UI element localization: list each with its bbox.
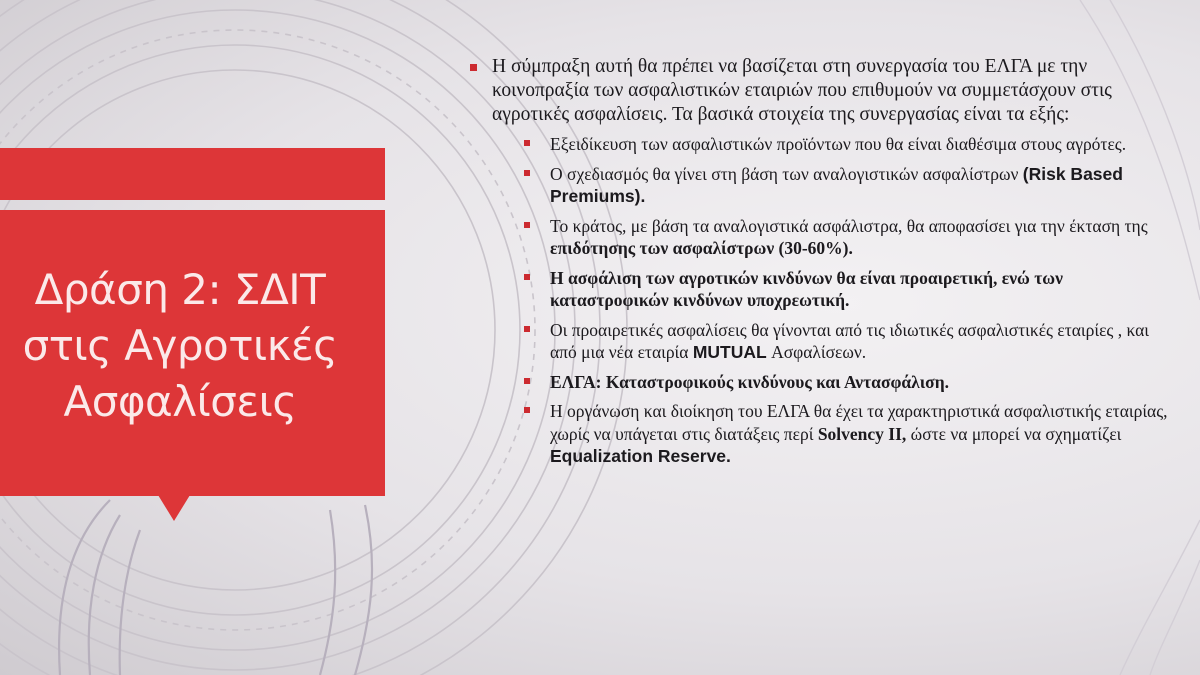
- square-bullet-icon: [524, 140, 530, 146]
- sub-bullet-bold-text: MUTUAL: [692, 342, 767, 362]
- sub-bullet-item: [522, 400, 1171, 468]
- square-bullet-icon: [524, 170, 530, 176]
- sub-bullet-list: [522, 133, 1171, 468]
- slide-title-line-1: Δράση 2: ΣΔΙΤ: [34, 265, 326, 314]
- slide-content: [466, 55, 1171, 475]
- sub-bullet-item: [522, 371, 1171, 394]
- sub-bullet-text: Ο σχεδιασμός θα γίνει στη βάση των αναλογιστικών ασφαλίστρων: [550, 163, 1019, 184]
- sub-bullet-item: [522, 163, 1171, 208]
- main-bullet-point: [466, 55, 1171, 127]
- sub-bullet-text-after: Ασφαλίσεων.: [771, 342, 867, 362]
- sub-bullet-bold-text: ΕΛΓΑ: Καταστροφικούς κινδύνους και Αντασφάλιση.: [550, 371, 950, 392]
- sub-bullet-item: [522, 215, 1171, 260]
- sub-bullet-bold-text: Η ασφάλιση των αγροτικών κινδύνων θα είναι προαιρετική, ενώ των καταστροφικών κινδύνων υποχρεωτική.: [550, 267, 1063, 310]
- callout-pointer: [158, 495, 190, 521]
- square-bullet-icon: [524, 378, 530, 384]
- square-bullet-icon: [524, 222, 530, 228]
- sub-bullet-item: [522, 267, 1171, 312]
- sub-bullet-bold-text: Solvency II,: [817, 423, 907, 444]
- sub-bullet-bold-text: (Risk Based Premiums).: [550, 163, 1123, 206]
- red-accent-bar: [0, 148, 385, 200]
- square-bullet-icon: [524, 326, 530, 332]
- slide-title: [0, 262, 360, 430]
- square-bullet-icon: [524, 407, 530, 413]
- sub-bullet-text: Το κράτος, με βάση τα αναλογιστικά ασφάλιστρα, θα αποφασίσει για την έκταση της: [550, 215, 1148, 236]
- main-bullet-text: Η σύμπραξη αυτή θα πρέπει να βασίζεται στη συνεργασία του ΕΛΓΑ με την κοινοπραξία των ασφαλιστικών εταιριών που επιθυμούν να συμμετάσχουν στις αγροτικές ασφαλίσεις. Τα βασικά στοιχεία της συνεργασίας είναι τα εξής:: [492, 56, 1112, 125]
- slide-title-line-3: Ασφαλίσεις: [63, 377, 297, 426]
- sub-bullet-text: Η οργάνωση και διοίκηση του ΕΛΓΑ θα έχει τα χαρακτηριστικά ασφαλιστικής εταιρίας, χωρίς να υπάγεται στις διατάξεις περί: [550, 401, 1168, 444]
- sub-bullet-item: [522, 319, 1171, 364]
- sub-bullet-text: Οι προαιρετικές ασφαλίσεις θα γίνονται από τις ιδιωτικές ασφαλιστικές εταιρίες , και από μια νέα εταιρία: [550, 319, 1150, 362]
- sub-bullet-text-mid: ώστε να μπορεί να σχηματίζει: [910, 423, 1122, 444]
- slide-title-line-2: στις Αγροτικές: [22, 321, 338, 370]
- sub-bullet-text: Εξειδίκευση των ασφαλιστικών προϊόντων που θα είναι διαθέσιμα στους αγρότες.: [550, 134, 1127, 154]
- sub-bullet-item: [522, 133, 1171, 156]
- sub-bullet-bold-end-text: Equalization Reserve.: [550, 446, 731, 466]
- sub-bullet-bold-text: επιδότησης των ασφαλίστρων (30-60%).: [550, 238, 853, 258]
- square-bullet-icon: [524, 274, 530, 280]
- square-bullet-icon: [470, 64, 477, 71]
